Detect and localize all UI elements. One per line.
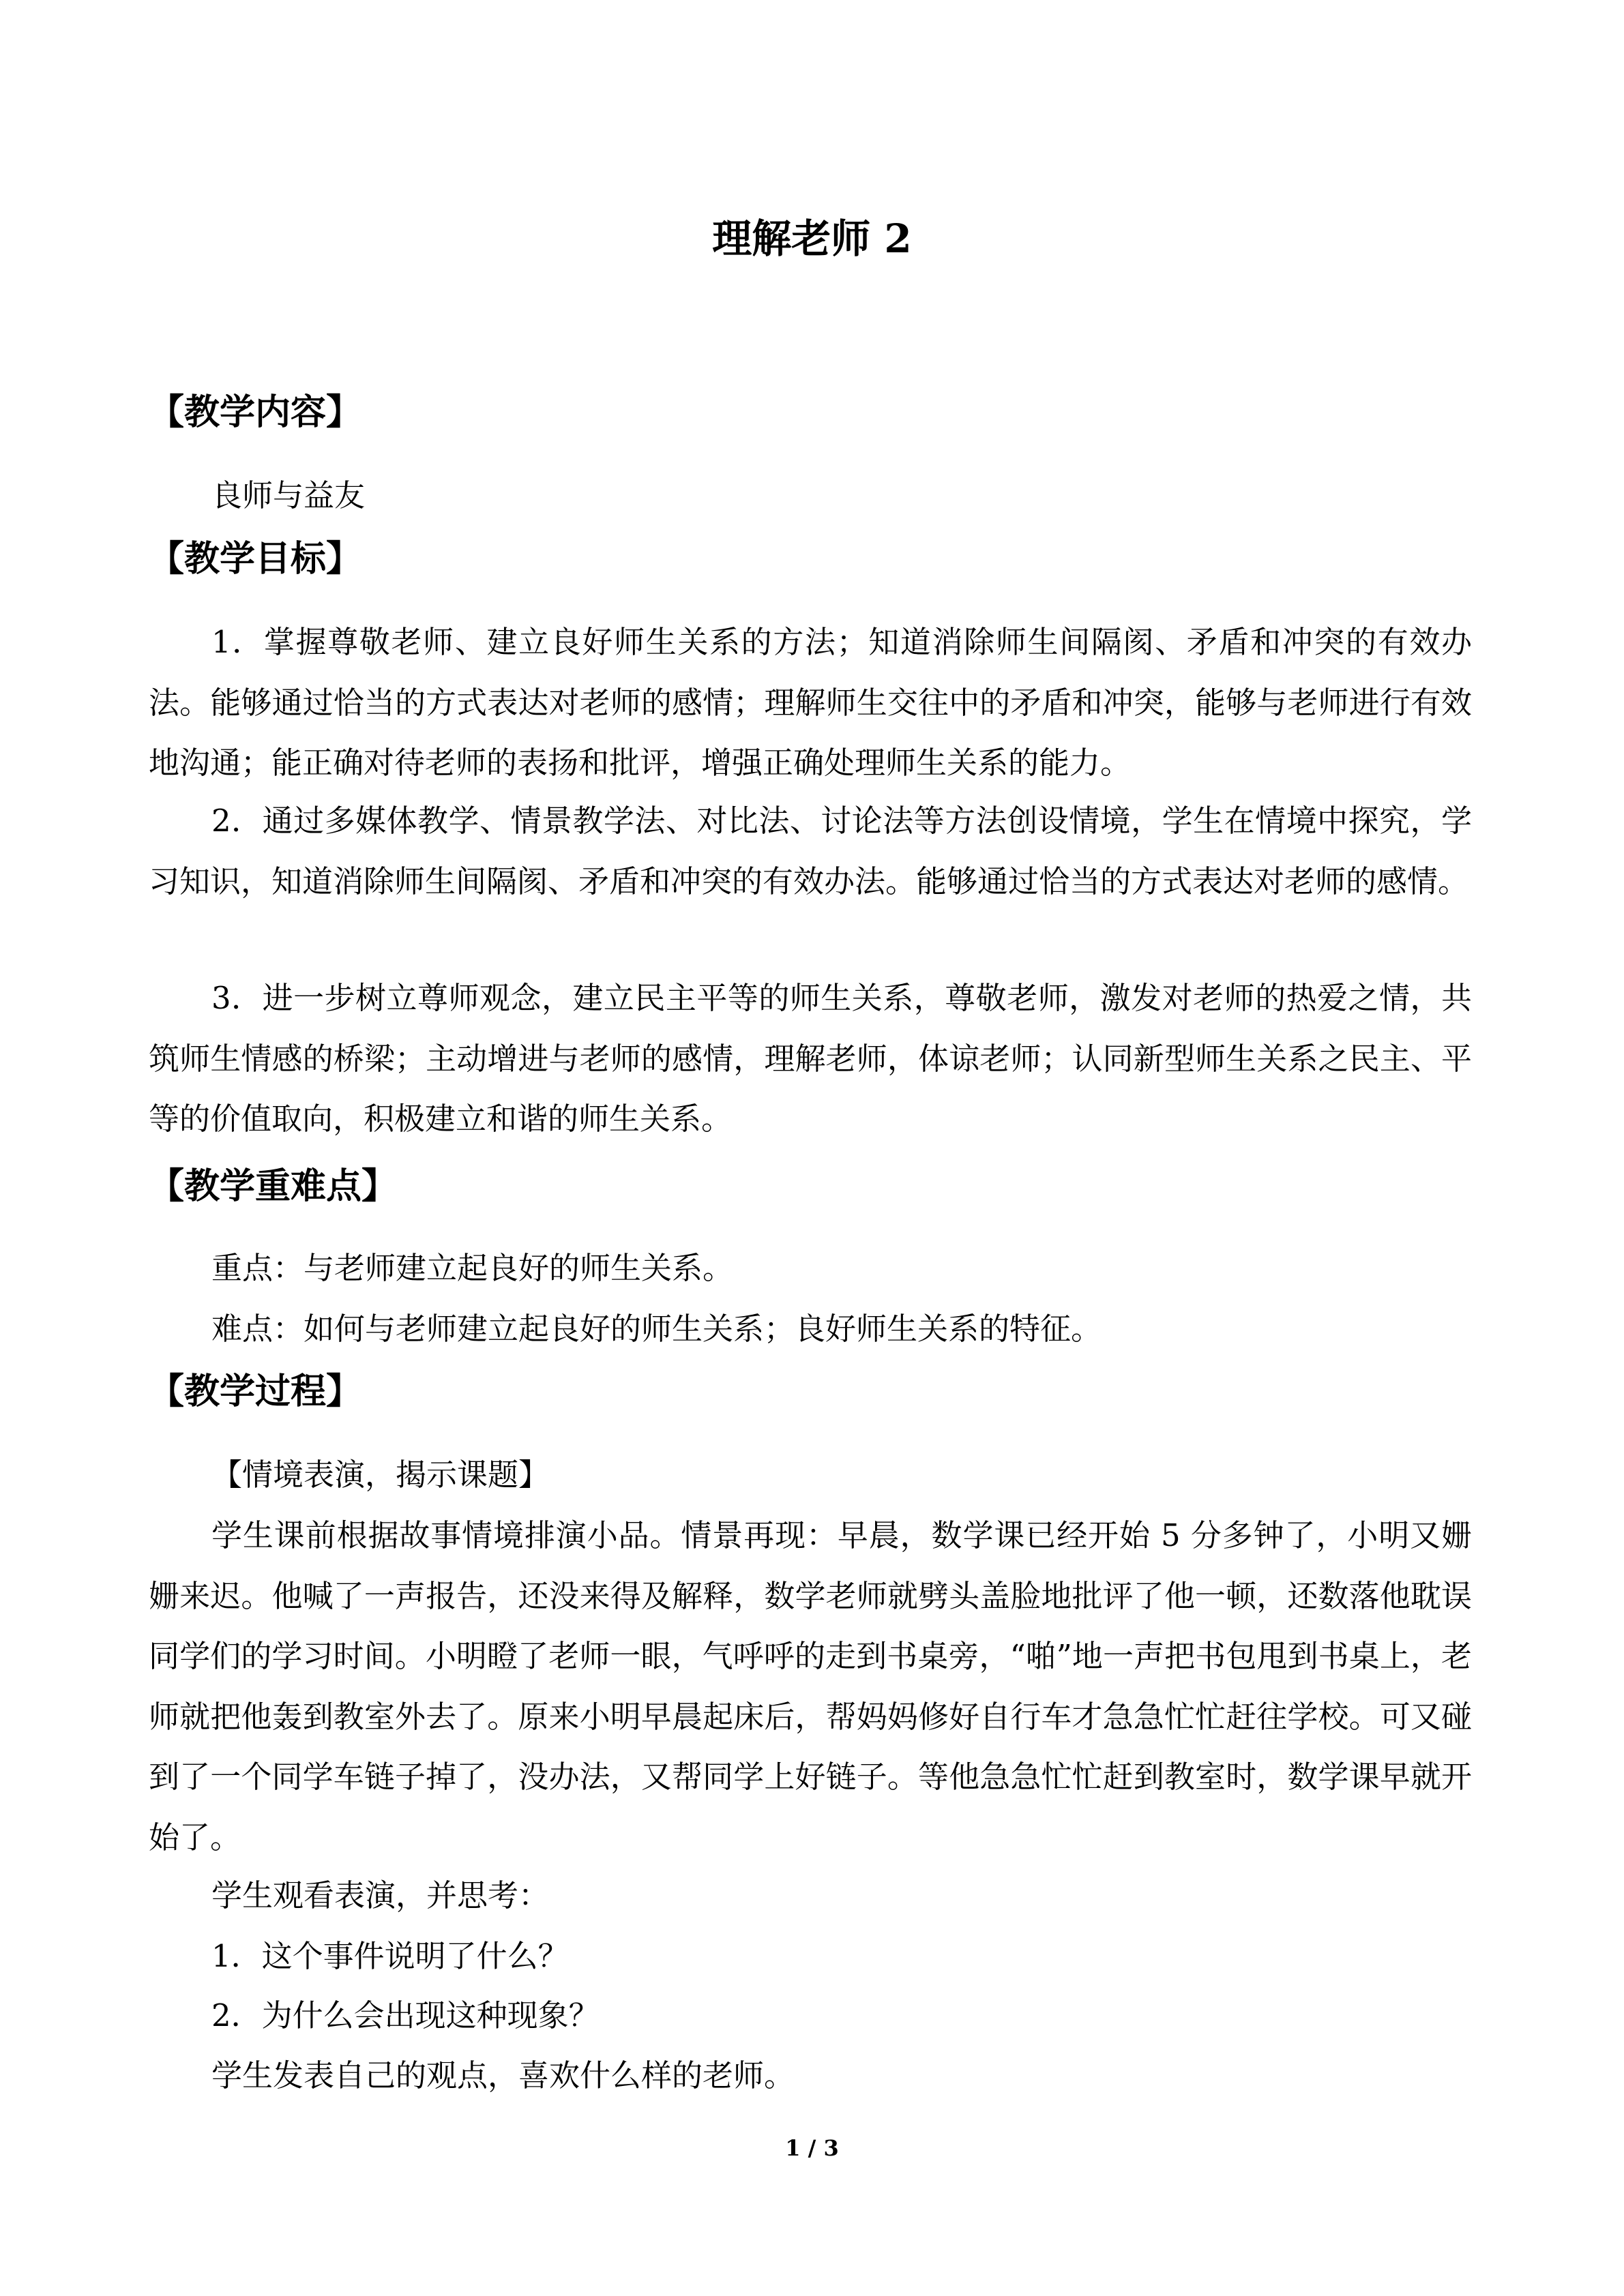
process-closing: 学生发表自己的观点，喜欢什么样的老师。 — [211, 2057, 795, 2093]
goal-item-1: 1．掌握尊敬老师、建立良好师生关系的方法；知道消除师生间隔阂、矛盾和冲突的有效办法。能够通过恰当的方式表达对老师的感情；理解师生交往中的矛盾和冲突，能够与老师进行有效地沟通；能正确对待老师的表扬和批评，增强正确处理师生关系的能力。 — [149, 624, 1472, 781]
process-question-1: 1．这个事件说明了什么？ — [211, 1938, 569, 1974]
content-text: 良师与益友 — [211, 477, 366, 513]
section-heading-key-points: 【教学重难点】 — [149, 1165, 398, 1207]
page-number: 1 / 3 — [785, 2135, 839, 2161]
document-title: 理解老师 2 — [712, 215, 912, 262]
goal-item-3: 3．进一步树立尊师观念，建立民主平等的师生关系，尊敬老师，激发对老师的热爱之情，共筑师生情感的桥梁；主动增进与老师的感情，理解老师，体谅老师；认同新型师生关系之民主、平等的价值取向，积极建立和谐的师生关系。 — [149, 980, 1472, 1137]
difficult-point: 难点：如何与老师建立起良好的师生关系；良好师生关系的特征。 — [211, 1311, 1102, 1347]
section-heading-process: 【教学过程】 — [149, 1371, 362, 1412]
section-heading-goals: 【教学目标】 — [149, 538, 362, 580]
process-subheading: 【情境表演，揭示课题】 — [211, 1457, 550, 1493]
goal-item-2: 2．通过多媒体教学、情景教学法、对比法、讨论法等方法创设情境，学生在情境中探究，学习知识，知道消除师生间隔阂、矛盾和冲突的有效办法。能够通过恰当的方式表达对老师的感情。 — [149, 803, 1472, 899]
section-heading-content: 【教学内容】 — [149, 391, 362, 433]
process-story: 学生课前根据故事情境排演小品。情景再现：早晨，数学课已经开始 5 分多钟了，小明又姗姗来迟。他喊了一声报告，还没来得及解释，数学老师就劈头盖脸地批评了他一顿，还数落他耽误同学们的学习时间。小明瞪了老师一眼，气呼呼的走到书桌旁，“啪”地一声把书包甩到书桌上，老师就把他轰到教室外去了。原来小明早晨起床后，帮妈妈修好自行车才急急忙忙赶往学校。可又碰到了一个同学车链子掉了，没办法，又帮同学上好链子。等他急急忙忙赶到教室时，数学课早就开始了。 — [149, 1517, 1472, 1855]
key-point: 重点：与老师建立起良好的师生关系。 — [211, 1250, 734, 1286]
process-question-2: 2．为什么会出现这种现象？ — [211, 1997, 600, 2033]
process-prompt: 学生观看表演，并思考： — [211, 1877, 550, 1913]
